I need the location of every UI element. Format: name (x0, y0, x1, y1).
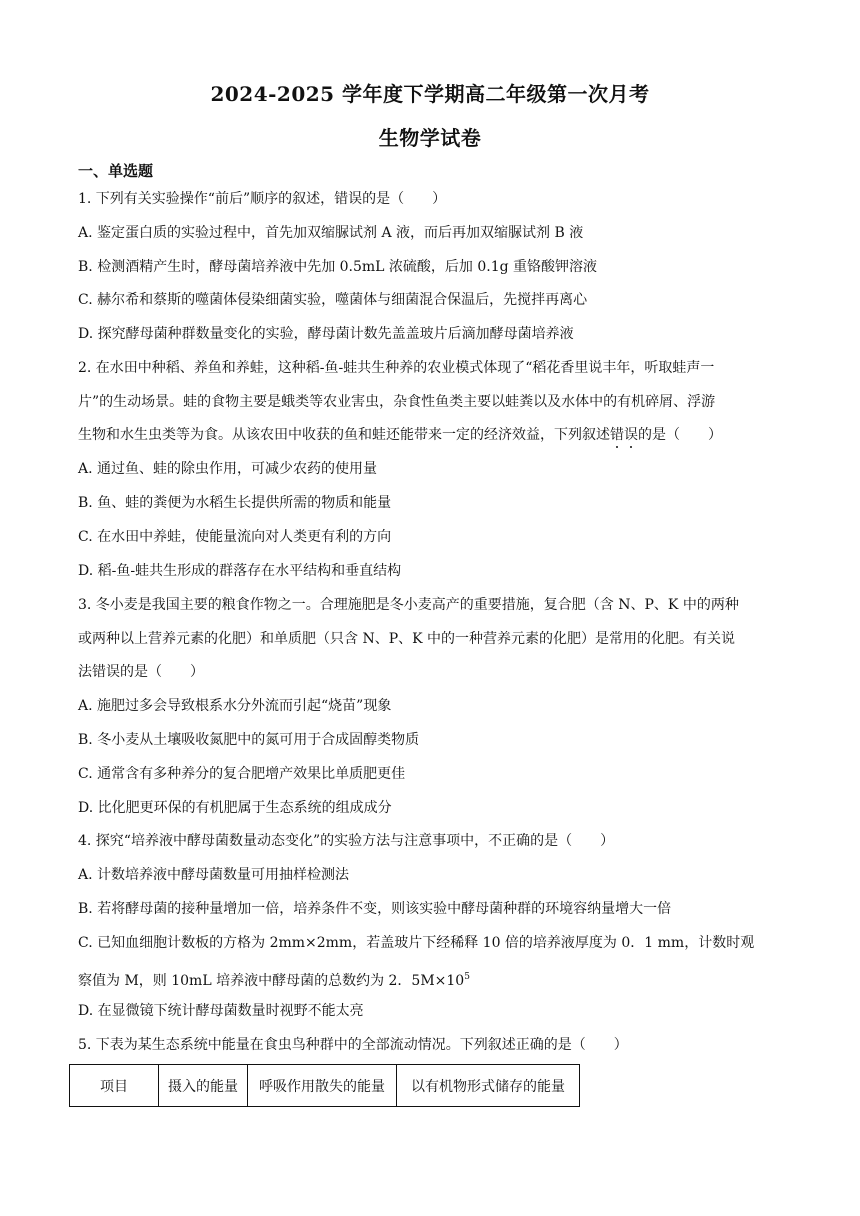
q3-stem-line1: 3. 冬小麦是我国主要的粮食作物之一。合理施肥是冬小麦高产的重要措施，复合肥（含 N、P、K 中的两种 (78, 597, 739, 613)
q2-option-c: C. 在水田中养蛙，使能量流向对人类更有利的方向 (78, 529, 392, 545)
q4-exponent: 5 (464, 972, 470, 982)
q4-option-d: D. 在显微镜下统计酵母菌数量时视野不能太亮 (78, 1003, 364, 1019)
q4-option-c-line2 (78, 967, 798, 991)
q4-stem: 4. 探究“培养液中酵母菌数量动态变化”的实验方法与注意事项中，不正确的是（ ） (78, 833, 615, 849)
exam-title: 2024-2025 学年度下学期高二年级第一次月考 (210, 82, 650, 106)
table-row (70, 1065, 580, 1107)
q1-option-c: C. 赫尔希和蔡斯的噬菌体侵染细菌实验，噬菌体与细菌混合保温后，先搅拌再离心 (78, 292, 588, 308)
q2-stem-line3 (78, 425, 798, 445)
q2-stem-line3-text: 生物和水生虫类等为食。从该农田中收获的鱼和蛙还能带来一定的经济效益，下列叙述 (78, 427, 610, 443)
q2-option-b: B. 鱼、蛙的粪便为水稻生长提供所需的物质和能量 (78, 495, 392, 511)
q2-stem-line2: 片”的生动场景。蛙的食物主要是蛾类等农业害虫，杂食性鱼类主要以蛙粪以及水体中的有机碎屑、浮游 (78, 394, 716, 410)
q1-stem: 1. 下列有关实验操作“前后”顺序的叙述，错误的是（ ） (78, 191, 447, 207)
q4-option-a: A. 计数培养液中酵母菌数量可用抽样检测法 (78, 867, 350, 883)
q2-option-a: A. 通过鱼、蛙的除虫作用，可减少农药的使用量 (78, 461, 378, 477)
q2-option-d: D. 稻-鱼-蛙共生形成的群落存在水平结构和垂直结构 (78, 563, 402, 579)
q5-stem: 5. 下表为某生态系统中能量在食虫鸟种群中的全部流动情况。下列叙述正确的是（ ） (78, 1037, 628, 1053)
table-header-cell: 呼吸作用散失的能量 (248, 1065, 397, 1107)
q3-stem-line2: 或两种以上营养元素的化肥）和单质肥（只含 N、P、K 中的一种营养元素的化肥）是常用的化肥。有关说 (78, 631, 736, 647)
table-header-cell: 以有机物形式储存的能量 (397, 1065, 580, 1107)
q2-stem-line3-end: 的是（ ） (638, 427, 722, 443)
energy-flow-table (69, 1064, 580, 1107)
q1-option-d: D. 探究酵母菌种群数量变化的实验，酵母菌计数先盖盖玻片后滴加酵母菌培养液 (78, 326, 574, 342)
q3-option-a: A. 施肥过多会导致根系水分外流而引起“烧苗”现象 (78, 698, 392, 714)
q4-option-c-line1: C. 已知血细胞计数板的方格为 2mm×2mm，若盖玻片下经稀释 10 倍的培养液厚度为 0．1 mm，计数时观 (78, 935, 755, 951)
q3-option-c: C. 通常含有多种养分的复合肥增产效果比单质肥更佳 (78, 766, 406, 782)
q1-option-a: A. 鉴定蛋白质的实验过程中，首先加双缩脲试剂 A 液，而后再加双缩脲试剂 B 液 (78, 225, 584, 241)
q2-stem-line1: 2. 在水田中种稻、养鱼和养蛙，这种稻-鱼-蛙共生种养的农业模式体现了“稻花香里说丰年，听取蛙声一 (78, 360, 715, 376)
table-header-cell: 摄入的能量 (159, 1065, 248, 1107)
q1-option-b: B. 检测酒精产生时，酵母菌培养液中先加 0.5mL 浓硫酸，后加 0.1g 重铬酸钾溶液 (78, 259, 598, 275)
exam-subtitle: 生物学试卷 (378, 126, 482, 150)
q3-option-d: D. 比化肥更环保的有机肥属于生态系统的组成成分 (78, 800, 392, 816)
section-heading: 一、单选题 (78, 162, 154, 180)
table-header-cell: 项目 (70, 1065, 159, 1107)
q3-stem-line3: 法错误的是（ ） (78, 664, 204, 680)
q2-emphasis-char: 误 (624, 427, 638, 443)
q4-option-b: B. 若将酵母菌的接种量增加一倍，培养条件不变，则该实验中酵母菌种群的环境容纳量增大一倍 (78, 901, 672, 917)
q3-option-b: B. 冬小麦从土壤吸收氮肥中的氮可用于合成固醇类物质 (78, 732, 420, 748)
q2-emphasis-char: 错 (610, 427, 624, 443)
q4-option-c-line2-text: 察值为 M，则 10mL 培养液中酵母菌的总数约为 2．5M×10 (78, 973, 465, 989)
